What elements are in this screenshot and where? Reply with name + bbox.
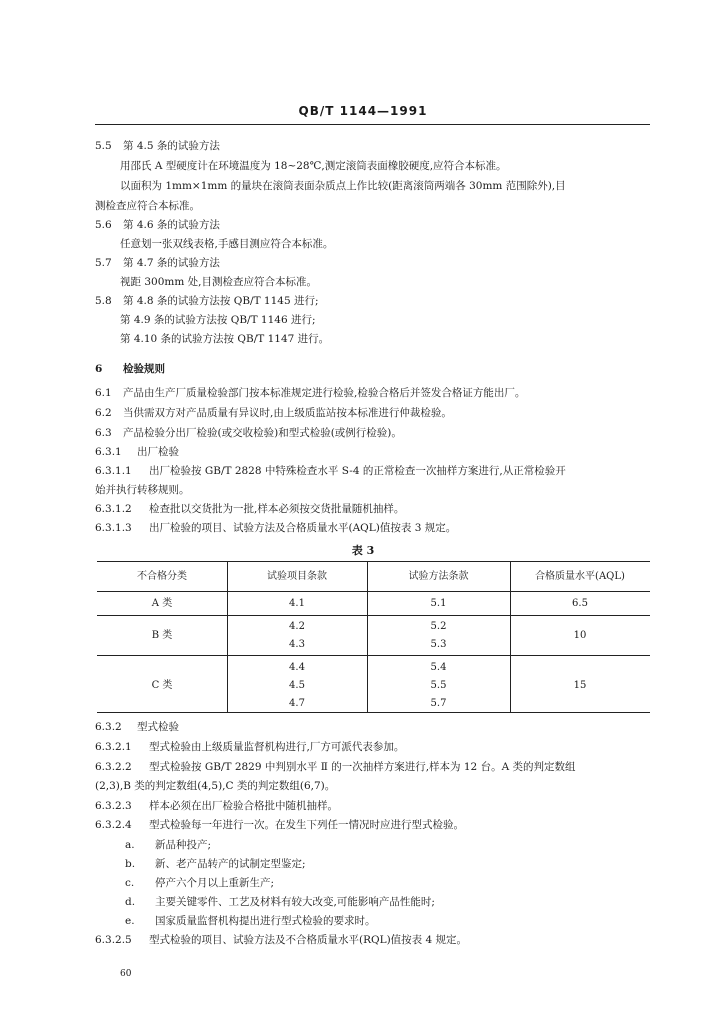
paragraph-continuation: 始并执行转移规则。 xyxy=(95,484,190,496)
clause-6-3-2-5 xyxy=(95,933,467,947)
clause-6-3-1-1 xyxy=(95,464,566,478)
clause-number: 5.5 xyxy=(95,140,112,152)
section-number: 6 xyxy=(95,363,103,375)
list-item-text: 国家质量监督机构提出进行型式检验的要求时。 xyxy=(155,915,376,927)
list-item xyxy=(125,895,435,909)
table-cell-category: A 类 xyxy=(151,598,173,609)
list-item xyxy=(125,838,211,852)
paragraph: 视距 300mm 处,目测检查应符合本标准。 xyxy=(120,276,317,288)
table-cell-item: 4.3 xyxy=(289,639,305,650)
table-cell-method: 5.4 xyxy=(430,662,447,673)
clause-number: 6.3.1.2 xyxy=(95,503,132,515)
header-rule xyxy=(95,124,650,125)
clause-6-1 xyxy=(95,386,525,400)
list-item-text: 新品种投产; xyxy=(155,839,212,851)
clause-5-5 xyxy=(95,139,220,153)
clause-number: 5.6 xyxy=(95,219,112,231)
clause-6-3 xyxy=(95,426,402,440)
clause-number: 6.3.2.4 xyxy=(95,819,132,831)
clause-6-3-2-1 xyxy=(95,740,404,754)
paragraph: 用邵氏 A 型硬度计在环境温度为 18~28℃,测定滚筒表面橡胶硬度,应符合本标准。 xyxy=(120,160,507,172)
table-cell-item: 4.7 xyxy=(289,698,305,709)
table-cell-method: 5.7 xyxy=(430,698,447,709)
table-cell-method: 5.3 xyxy=(430,639,447,650)
clause-title: 第 4.6 条的试验方法 xyxy=(123,219,220,231)
section-6-heading xyxy=(95,362,165,376)
clause-text: 出厂检验按 GB/T 2828 中特殊检查水平 S-4 的正常检查一次抽样方案进行,从正常检验开 xyxy=(149,465,566,477)
clause-6-3-2-3 xyxy=(95,799,338,813)
table-cell-method: 5.1 xyxy=(430,598,447,609)
clause-5-6 xyxy=(95,218,220,232)
table-cell-category: B 类 xyxy=(151,630,173,641)
clause-number: 6.2 xyxy=(95,407,112,419)
clause-text: 型式检验按 GB/T 2829 中判别水平 Ⅱ 的一次抽样方案进行,样本为 12 台。A 类的判定数组 xyxy=(149,761,576,773)
paragraph: 第 4.9 条的试验方法按 QB/T 1146 进行; xyxy=(120,314,316,326)
table-cell-method: 5.5 xyxy=(430,680,447,691)
clause-number: 6.3.2.3 xyxy=(95,800,132,812)
list-marker: b. xyxy=(125,858,136,870)
clause-number: 6.3.2 xyxy=(95,721,122,733)
clause-number: 6.3.2.2 xyxy=(95,761,132,773)
list-item xyxy=(125,914,376,928)
clause-6-3-2 xyxy=(95,720,179,734)
table-cell-category: C 类 xyxy=(151,680,173,691)
list-item xyxy=(125,876,274,890)
clause-text: 当供需双方对产品质量有异议时,由上级质监站按本标准进行仲裁检验。 xyxy=(123,407,452,419)
clause-number: 5.7 xyxy=(95,257,112,269)
clause-6-3-2-4 xyxy=(95,818,464,832)
clause-text: 型式检验 xyxy=(137,721,179,733)
clause-text: 出厂检验 xyxy=(137,446,179,458)
table-cell-item: 4.4 xyxy=(289,662,305,673)
clause-text: 型式检验由上级质量监督机构进行,厂方可派代表参加。 xyxy=(149,741,405,753)
paragraph-continuation: 测检查应符合本标准。 xyxy=(95,200,200,212)
list-marker: d. xyxy=(125,896,136,908)
list-item xyxy=(125,857,306,871)
clause-title: 第 4.8 条的试验方法按 QB/T 1145 进行; xyxy=(123,295,319,307)
table-header-rule xyxy=(97,591,650,592)
table-row-rule xyxy=(97,655,650,656)
clause-number: 6.3.1.3 xyxy=(95,522,132,534)
table-cell-method: 5.2 xyxy=(430,621,447,632)
list-item-text: 主要关键零件、工艺及材料有较大改变,可能影响产品性能时; xyxy=(155,896,435,908)
clause-text: 产品检验分出厂检验(或交收检验)和型式检验(或例行检验)。 xyxy=(123,427,402,439)
clause-number: 6.3.2.1 xyxy=(95,741,132,753)
clause-number: 5.8 xyxy=(95,295,112,307)
table-header-cell: 试验方法条款 xyxy=(408,571,469,582)
clause-6-2 xyxy=(95,406,452,420)
list-marker: c. xyxy=(125,877,135,889)
clause-title: 第 4.7 条的试验方法 xyxy=(123,257,220,269)
standard-number-header: QB/T 1144—1991 xyxy=(298,104,428,118)
clause-number: 6.1 xyxy=(95,387,112,399)
table-cell-item: 4.1 xyxy=(289,598,305,609)
table-cell-item: 4.2 xyxy=(289,621,305,632)
clause-text: 产品由生产厂质量检验部门按本标准规定进行检验,检验合格后并签发合格证方能出厂。 xyxy=(123,387,526,399)
clause-6-3-1 xyxy=(95,445,179,459)
table-cell-item: 4.5 xyxy=(289,680,305,691)
paragraph: 任意划一张双线表格,手感目测应符合本标准。 xyxy=(120,238,334,250)
clause-text: 检查批以交货批为一批,样本必须按交货批量随机抽样。 xyxy=(149,503,405,515)
clause-text: 出厂检验的项目、试验方法及合格质量水平(AQL)值按表 3 规定。 xyxy=(149,522,457,534)
clause-5-7 xyxy=(95,256,220,270)
table-top-rule xyxy=(97,561,650,562)
list-marker: a. xyxy=(125,839,135,851)
clause-5-8 xyxy=(95,294,319,308)
paragraph-continuation: (2,3),B 类的判定数组(4,5),C 类的判定数组(6,7)。 xyxy=(95,780,336,792)
table-header-cell: 合格质量水平(AQL) xyxy=(535,571,625,582)
list-marker: e. xyxy=(125,915,135,927)
table-cell-aql: 15 xyxy=(573,680,587,691)
list-item-text: 新、老产品转产的试制定型鉴定; xyxy=(155,858,306,870)
clause-title: 第 4.5 条的试验方法 xyxy=(123,140,220,152)
clause-number: 6.3.2.5 xyxy=(95,934,132,946)
table-header-cell: 不合格分类 xyxy=(137,571,187,582)
clause-number: 6.3.1 xyxy=(95,446,122,458)
table-header-cell: 试验项目条款 xyxy=(267,571,327,582)
page-number: 60 xyxy=(120,969,132,979)
clause-text: 型式检验的项目、试验方法及不合格质量水平(RQL)值按表 4 规定。 xyxy=(149,934,468,946)
clause-6-3-1-3 xyxy=(95,521,456,535)
paragraph: 以面积为 1mm×1mm 的量块在滚筒表面杂质点上作比较(距离滚筒两端各 30mm 范围除外),目 xyxy=(120,180,566,192)
table-bottom-rule xyxy=(97,712,650,713)
clause-text: 型式检验每一年进行一次。在发生下列任一情况时应进行型式检验。 xyxy=(149,819,464,831)
clause-6-3-1-2 xyxy=(95,502,404,516)
table-row-rule xyxy=(97,615,650,616)
clause-6-3-2-2 xyxy=(95,760,575,774)
clause-number: 6.3 xyxy=(95,427,112,439)
clause-text: 样本必须在出厂检验合格批中随机抽样。 xyxy=(149,800,338,812)
list-item-text: 停产六个月以上重新生产; xyxy=(155,877,275,889)
paragraph: 第 4.10 条的试验方法按 QB/T 1147 进行。 xyxy=(120,333,330,345)
clause-number: 6.3.1.1 xyxy=(95,465,132,477)
table-cell-aql: 10 xyxy=(573,630,587,641)
table-cell-aql: 6.5 xyxy=(572,598,588,609)
section-title: 检验规则 xyxy=(123,363,165,375)
table-title: 表 3 xyxy=(351,544,375,557)
